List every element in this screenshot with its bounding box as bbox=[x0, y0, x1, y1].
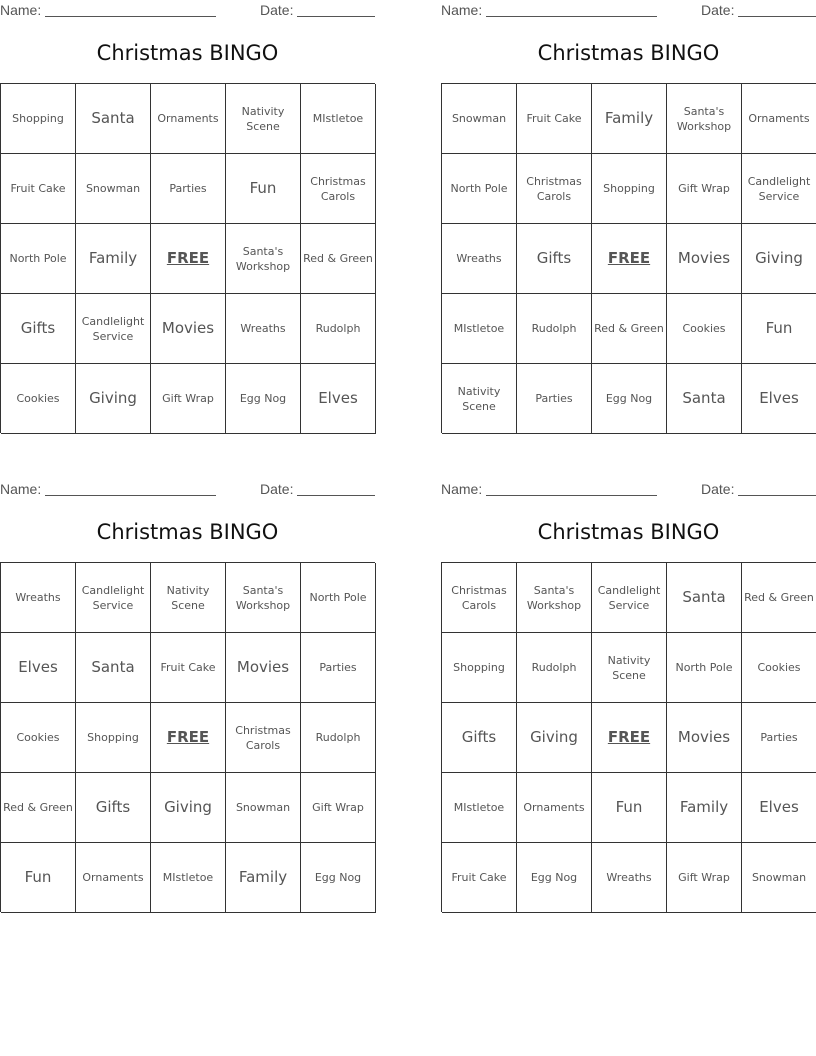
bingo-cell: MIstletoe bbox=[442, 773, 517, 843]
bingo-cell: Wreaths bbox=[1, 563, 76, 633]
date-label: Date: bbox=[701, 2, 735, 18]
date-label: Date: bbox=[701, 481, 735, 497]
bingo-cell: Giving bbox=[742, 224, 816, 294]
name-label: Name: bbox=[441, 2, 483, 18]
bingo-cell: Gifts bbox=[517, 224, 592, 294]
bingo-cell: North Pole bbox=[1, 224, 76, 294]
bingo-cell: Rudolph bbox=[301, 703, 376, 773]
name-blank-line bbox=[486, 3, 657, 17]
bingo-cell: Santa bbox=[667, 364, 742, 434]
bingo-grid bbox=[441, 562, 816, 912]
bingo-cell: Fun bbox=[742, 294, 816, 364]
bingo-cell: Nativity Scene bbox=[151, 563, 226, 633]
bingo-cell: Egg Nog bbox=[301, 843, 376, 913]
bingo-cell: Parties bbox=[301, 633, 376, 703]
bingo-cell: Wreaths bbox=[592, 843, 667, 913]
bingo-cell: Movies bbox=[667, 703, 742, 773]
bingo-cell: Family bbox=[667, 773, 742, 843]
bingo-cell: Parties bbox=[742, 703, 816, 773]
bingo-cell: Santa's Workshop bbox=[226, 224, 301, 294]
bingo-cell: Fun bbox=[1, 843, 76, 913]
bingo-cell: Snowman bbox=[742, 843, 816, 913]
name-date-row bbox=[0, 479, 375, 499]
bingo-cell: Gifts bbox=[1, 294, 76, 364]
bingo-cell: Fruit Cake bbox=[442, 843, 517, 913]
name-field bbox=[0, 2, 216, 18]
date-blank-line bbox=[297, 482, 375, 496]
bingo-cell: Family bbox=[592, 84, 667, 154]
date-blank-line bbox=[738, 482, 816, 496]
bingo-cell: Red & Green bbox=[301, 224, 376, 294]
bingo-cell: Giving bbox=[517, 703, 592, 773]
bingo-cell: Fun bbox=[226, 154, 301, 224]
bingo-cell: Movies bbox=[151, 294, 226, 364]
bingo-cell: North Pole bbox=[667, 633, 742, 703]
bingo-cell: Parties bbox=[517, 364, 592, 434]
date-field bbox=[701, 481, 816, 497]
bingo-card bbox=[441, 0, 816, 431]
bingo-cell: Fruit Cake bbox=[151, 633, 226, 703]
bingo-cell: Cookies bbox=[667, 294, 742, 364]
name-blank-line bbox=[486, 482, 657, 496]
bingo-cell: Fruit Cake bbox=[517, 84, 592, 154]
bingo-cell: Elves bbox=[742, 773, 816, 843]
bingo-cell: MIstletoe bbox=[442, 294, 517, 364]
bingo-cell: Snowman bbox=[442, 84, 517, 154]
bingo-cell: Gifts bbox=[442, 703, 517, 773]
date-field bbox=[701, 2, 816, 18]
date-label: Date: bbox=[260, 2, 294, 18]
bingo-card bbox=[441, 479, 816, 910]
bingo-cell: Egg Nog bbox=[592, 364, 667, 434]
name-label: Name: bbox=[0, 481, 42, 497]
bingo-cell: Parties bbox=[151, 154, 226, 224]
bingo-grid bbox=[441, 83, 816, 433]
date-blank-line bbox=[738, 3, 816, 17]
bingo-cell: Candlelight Service bbox=[742, 154, 816, 224]
free-space: FREE bbox=[151, 703, 226, 773]
bingo-cell: Ornaments bbox=[742, 84, 816, 154]
bingo-cell: Shopping bbox=[1, 84, 76, 154]
bingo-cell: Candlelight Service bbox=[592, 563, 667, 633]
bingo-cell: MIstletoe bbox=[301, 84, 376, 154]
bingo-cell: Elves bbox=[1, 633, 76, 703]
bingo-cell: Snowman bbox=[76, 154, 151, 224]
bingo-cell: Giving bbox=[76, 364, 151, 434]
bingo-cell: Gifts bbox=[76, 773, 151, 843]
bingo-cell: Movies bbox=[667, 224, 742, 294]
name-field bbox=[441, 2, 657, 18]
bingo-cell: Cookies bbox=[742, 633, 816, 703]
free-space: FREE bbox=[592, 224, 667, 294]
bingo-cell: Santa's Workshop bbox=[517, 563, 592, 633]
bingo-cell: Nativity Scene bbox=[226, 84, 301, 154]
bingo-cell: Gift Wrap bbox=[151, 364, 226, 434]
name-blank-line bbox=[45, 3, 216, 17]
bingo-cell: Christmas Carols bbox=[226, 703, 301, 773]
bingo-cell: Christmas Carols bbox=[442, 563, 517, 633]
bingo-grid bbox=[0, 83, 375, 433]
bingo-cell: Gift Wrap bbox=[301, 773, 376, 843]
date-label: Date: bbox=[260, 481, 294, 497]
bingo-cell: Cookies bbox=[1, 364, 76, 434]
date-blank-line bbox=[297, 3, 375, 17]
bingo-cell: Cookies bbox=[1, 703, 76, 773]
bingo-cell: Elves bbox=[301, 364, 376, 434]
name-field bbox=[441, 481, 657, 497]
bingo-cell: Christmas Carols bbox=[517, 154, 592, 224]
bingo-cell: Red & Green bbox=[592, 294, 667, 364]
name-label: Name: bbox=[0, 2, 42, 18]
bingo-cell: Rudolph bbox=[301, 294, 376, 364]
bingo-cell: Santa bbox=[667, 563, 742, 633]
name-field bbox=[0, 481, 216, 497]
name-date-row bbox=[0, 0, 375, 20]
bingo-cell: MIstletoe bbox=[151, 843, 226, 913]
name-date-row bbox=[441, 479, 816, 499]
bingo-cell: Gift Wrap bbox=[667, 843, 742, 913]
bingo-cell: Egg Nog bbox=[517, 843, 592, 913]
bingo-cell: Ornaments bbox=[151, 84, 226, 154]
name-label: Name: bbox=[441, 481, 483, 497]
bingo-cell: Santa bbox=[76, 84, 151, 154]
bingo-cell: Ornaments bbox=[517, 773, 592, 843]
bingo-cell: Shopping bbox=[592, 154, 667, 224]
bingo-cell: Candlelight Service bbox=[76, 563, 151, 633]
bingo-cell: Egg Nog bbox=[226, 364, 301, 434]
bingo-grid bbox=[0, 562, 375, 912]
bingo-cell: Nativity Scene bbox=[442, 364, 517, 434]
bingo-cell: Giving bbox=[151, 773, 226, 843]
free-space: FREE bbox=[151, 224, 226, 294]
bingo-cell: Santa's Workshop bbox=[667, 84, 742, 154]
bingo-cell: Family bbox=[76, 224, 151, 294]
bingo-cell: Fruit Cake bbox=[1, 154, 76, 224]
bingo-cell: Elves bbox=[742, 364, 816, 434]
bingo-cell: Santa bbox=[76, 633, 151, 703]
card-title: Christmas BINGO bbox=[96, 41, 279, 65]
bingo-card bbox=[0, 0, 375, 431]
bingo-cell: Shopping bbox=[442, 633, 517, 703]
bingo-cell: Snowman bbox=[226, 773, 301, 843]
bingo-cell: Red & Green bbox=[742, 563, 816, 633]
bingo-cell: Nativity Scene bbox=[592, 633, 667, 703]
bingo-cell: Movies bbox=[226, 633, 301, 703]
bingo-cell: Christmas Carols bbox=[301, 154, 376, 224]
name-blank-line bbox=[45, 482, 216, 496]
bingo-cell: Rudolph bbox=[517, 633, 592, 703]
bingo-cell: North Pole bbox=[301, 563, 376, 633]
bingo-cell: Wreaths bbox=[442, 224, 517, 294]
bingo-cell: Santa's Workshop bbox=[226, 563, 301, 633]
bingo-cell: North Pole bbox=[442, 154, 517, 224]
free-space: FREE bbox=[592, 703, 667, 773]
card-title: Christmas BINGO bbox=[537, 41, 720, 65]
bingo-cell: Fun bbox=[592, 773, 667, 843]
bingo-cell: Rudolph bbox=[517, 294, 592, 364]
bingo-cell: Wreaths bbox=[226, 294, 301, 364]
bingo-cell: Gift Wrap bbox=[667, 154, 742, 224]
card-title: Christmas BINGO bbox=[96, 520, 279, 544]
date-field bbox=[260, 481, 375, 497]
bingo-card bbox=[0, 479, 375, 910]
bingo-cell: Red & Green bbox=[1, 773, 76, 843]
bingo-cell: Shopping bbox=[76, 703, 151, 773]
bingo-cell: Ornaments bbox=[76, 843, 151, 913]
bingo-cell: Candlelight Service bbox=[76, 294, 151, 364]
date-field bbox=[260, 2, 375, 18]
bingo-cell: Family bbox=[226, 843, 301, 913]
name-date-row bbox=[441, 0, 816, 20]
card-title: Christmas BINGO bbox=[537, 520, 720, 544]
